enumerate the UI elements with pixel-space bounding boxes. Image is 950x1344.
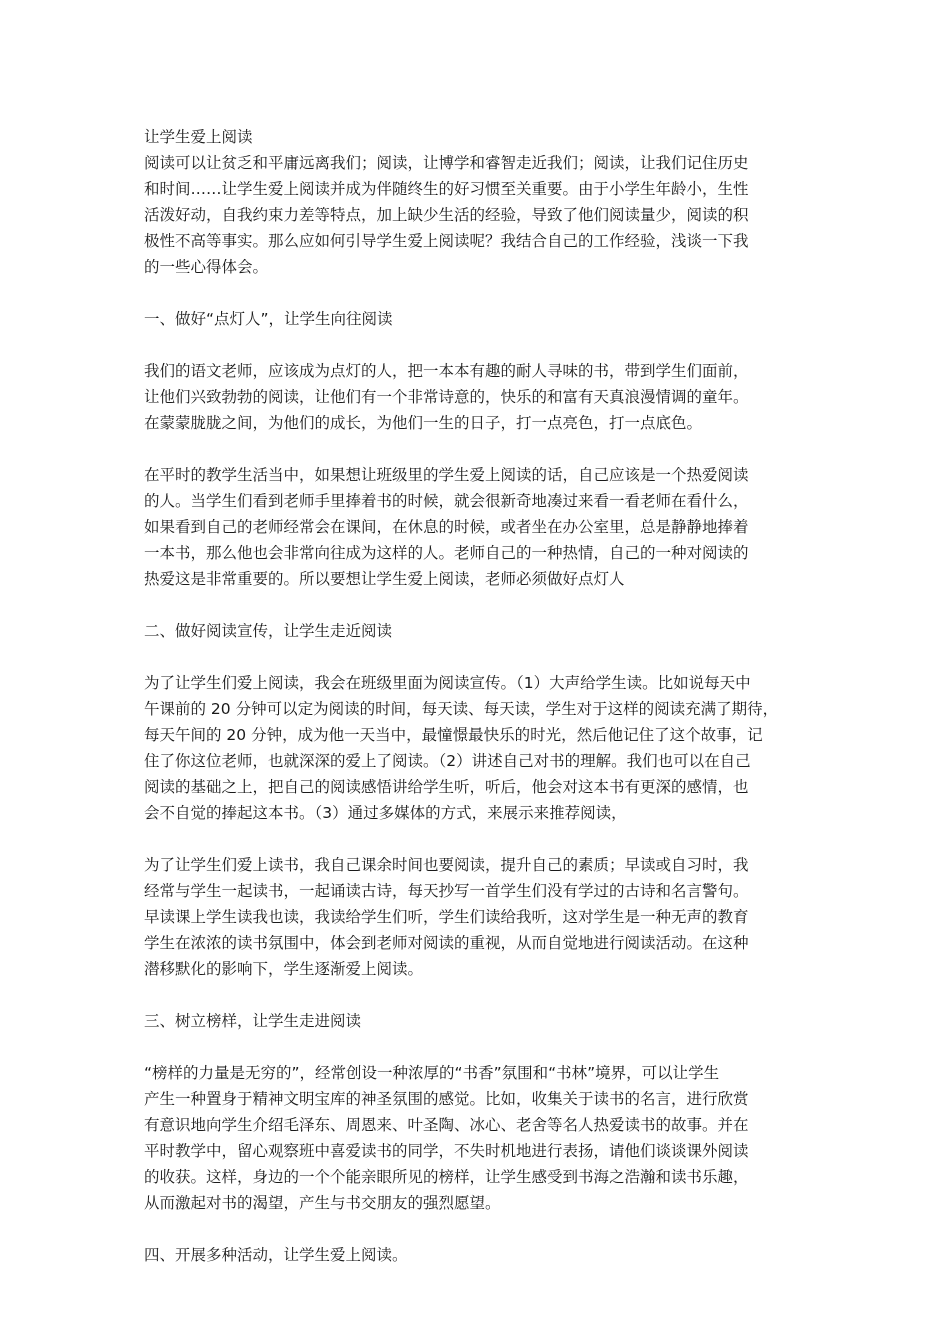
paragraph-line: 为了让学生们爱上读书，我自己课余时间也要阅读，提升自己的素质；早读或自习时，我 xyxy=(144,856,749,874)
intro-line: 和时间……让学生爱上阅读并成为伴随终生的好习惯至关重要。由于小学生年龄小，生性 xyxy=(144,180,749,198)
intro-line: 的一些心得体会。 xyxy=(144,258,269,276)
document-body xyxy=(144,124,808,1268)
paragraph-line: 住了你这位老师，也就深深的爱上了阅读。（2）讲述自己对书的理解。我们也可以在自己 xyxy=(144,752,751,770)
paragraph-line: 让他们兴致勃勃的阅读，让他们有一个非常诗意的，快乐的和富有天真浪漫情调的童年。 xyxy=(144,388,749,406)
paragraph-line: 在蒙蒙胧胧之间，为他们的成长，为他们一生的日子，打一点亮色，打一点底色。 xyxy=(144,414,703,432)
paragraph-gap xyxy=(144,1216,808,1242)
paragraph-gap xyxy=(144,826,808,852)
paragraph-gap xyxy=(144,982,808,1008)
intro-paragraph xyxy=(144,150,808,280)
paragraph-line: 平时教学中，留心观察班中喜爱读书的同学，不失时机地进行表扬，请他们谈谈课外阅读 xyxy=(144,1142,749,1160)
paragraph-gap xyxy=(144,1034,808,1060)
intro-line: 活泼好动，自我约束力差等特点，加上缺少生活的经验，导致了他们阅读量少，阅读的积 xyxy=(144,206,749,224)
paragraph-line: 会不自觉的捧起这本书。（3）通过多媒体的方式，来展示来推荐阅读， xyxy=(144,804,627,822)
paragraph-gap xyxy=(144,280,808,306)
paragraph-line: 从而激起对书的渴望，产生与书交朋友的强烈愿望。 xyxy=(144,1194,501,1212)
section-heading-2: 二、做好阅读宣传，让学生走近阅读 xyxy=(144,622,393,640)
paragraph-line: 阅读的基础之上，把自己的阅读感悟讲给学生听，听后，他会对这本书有更深的感情，也 xyxy=(144,778,749,796)
paragraph-gap xyxy=(144,332,808,358)
paragraph-line: 午课前的 20 分钟可以定为阅读的时间，每天读、每天读，学生对于这样的阅读充满了期待， xyxy=(144,700,779,718)
paragraph-line: 产生一种置身于精神文明宝库的神圣氛围的感觉。比如，收集关于读书的名言，进行欣赏 xyxy=(144,1090,749,1108)
section1-paragraph-2 xyxy=(144,462,808,592)
section-heading-4: 四、开展多种活动，让学生爱上阅读。 xyxy=(144,1246,408,1264)
paragraph-line: 为了让学生们爱上阅读，我会在班级里面为阅读宣传。（1）大声给学生读。比如说每天中 xyxy=(144,674,751,692)
paragraph-line: 有意识地向学生介绍毛泽东、周恩来、叶圣陶、冰心、老舍等名人热爱读书的故事。并在 xyxy=(144,1116,749,1134)
paragraph-gap xyxy=(144,436,808,462)
paragraph-line: 的收获。这样，身边的一个个能亲眼所见的榜样，让学生感受到书海之浩瀚和读书乐趣， xyxy=(144,1168,749,1186)
section1-paragraph-1 xyxy=(144,358,808,436)
paragraph-line: “榜样的力量是无穷的”，经常创设一种浓厚的“书香”氛围和“书林”境界，可以让学生 xyxy=(144,1064,720,1082)
section2-paragraph-1 xyxy=(144,670,808,826)
intro-line: 阅读可以让贫乏和平庸远离我们；阅读，让博学和睿智走近我们；阅读，让我们记住历史 xyxy=(144,154,749,172)
paragraph-line: 经常与学生一起读书，一起诵读古诗，每天抄写一首学生们没有学过的古诗和名言警句。 xyxy=(144,882,749,900)
section2-paragraph-2 xyxy=(144,852,808,982)
paragraph-line: 潜移默化的影响下，学生逐渐爱上阅读。 xyxy=(144,960,424,978)
paragraph-line: 热爱这是非常重要的。所以要想让学生爱上阅读，老师必须做好点灯人 xyxy=(144,570,625,588)
section-heading-1: 一、做好“点灯人”，让学生向往阅读 xyxy=(144,310,393,328)
paragraph-line: 早读课上学生读我也读，我读给学生们听，学生们读给我听，这对学生是一种无声的教育 xyxy=(144,908,749,926)
paragraph-line: 一本书，那么他也会非常向往成为这样的人。老师自己的一种热情，自己的一种对阅读的 xyxy=(144,544,749,562)
paragraph-line: 如果看到自己的老师经常会在课间，在休息的时候，或者坐在办公室里，总是静静地捧着 xyxy=(144,518,749,536)
paragraph-gap xyxy=(144,592,808,618)
paragraph-line: 我们的语文老师，应该成为点灯的人，把一本本有趣的耐人寻味的书，带到学生们面前， xyxy=(144,362,749,380)
paragraph-line: 的人。当学生们看到老师手里捧着书的时候，就会很新奇地凑过来看一看老师在看什么， xyxy=(144,492,749,510)
paragraph-line: 每天午间的 20 分钟，成为他一天当中，最憧憬最快乐的时光，然后他记住了这个故事，记 xyxy=(144,726,763,744)
paragraph-gap xyxy=(144,644,808,670)
document-title: 让学生爱上阅读 xyxy=(144,128,253,146)
section3-paragraph-1 xyxy=(144,1060,808,1216)
paragraph-line: 在平时的教学生活当中，如果想让班级里的学生爱上阅读的话，自己应该是一个热爱阅读 xyxy=(144,466,749,484)
intro-line: 极性不高等事实。那么应如何引导学生爱上阅读呢？我结合自己的工作经验，浅谈一下我 xyxy=(144,232,749,250)
section-heading-3: 三、树立榜样，让学生走进阅读 xyxy=(144,1012,362,1030)
paragraph-line: 学生在浓浓的读书氛围中，体会到老师对阅读的重视，从而自觉地进行阅读活动。在这种 xyxy=(144,934,749,952)
